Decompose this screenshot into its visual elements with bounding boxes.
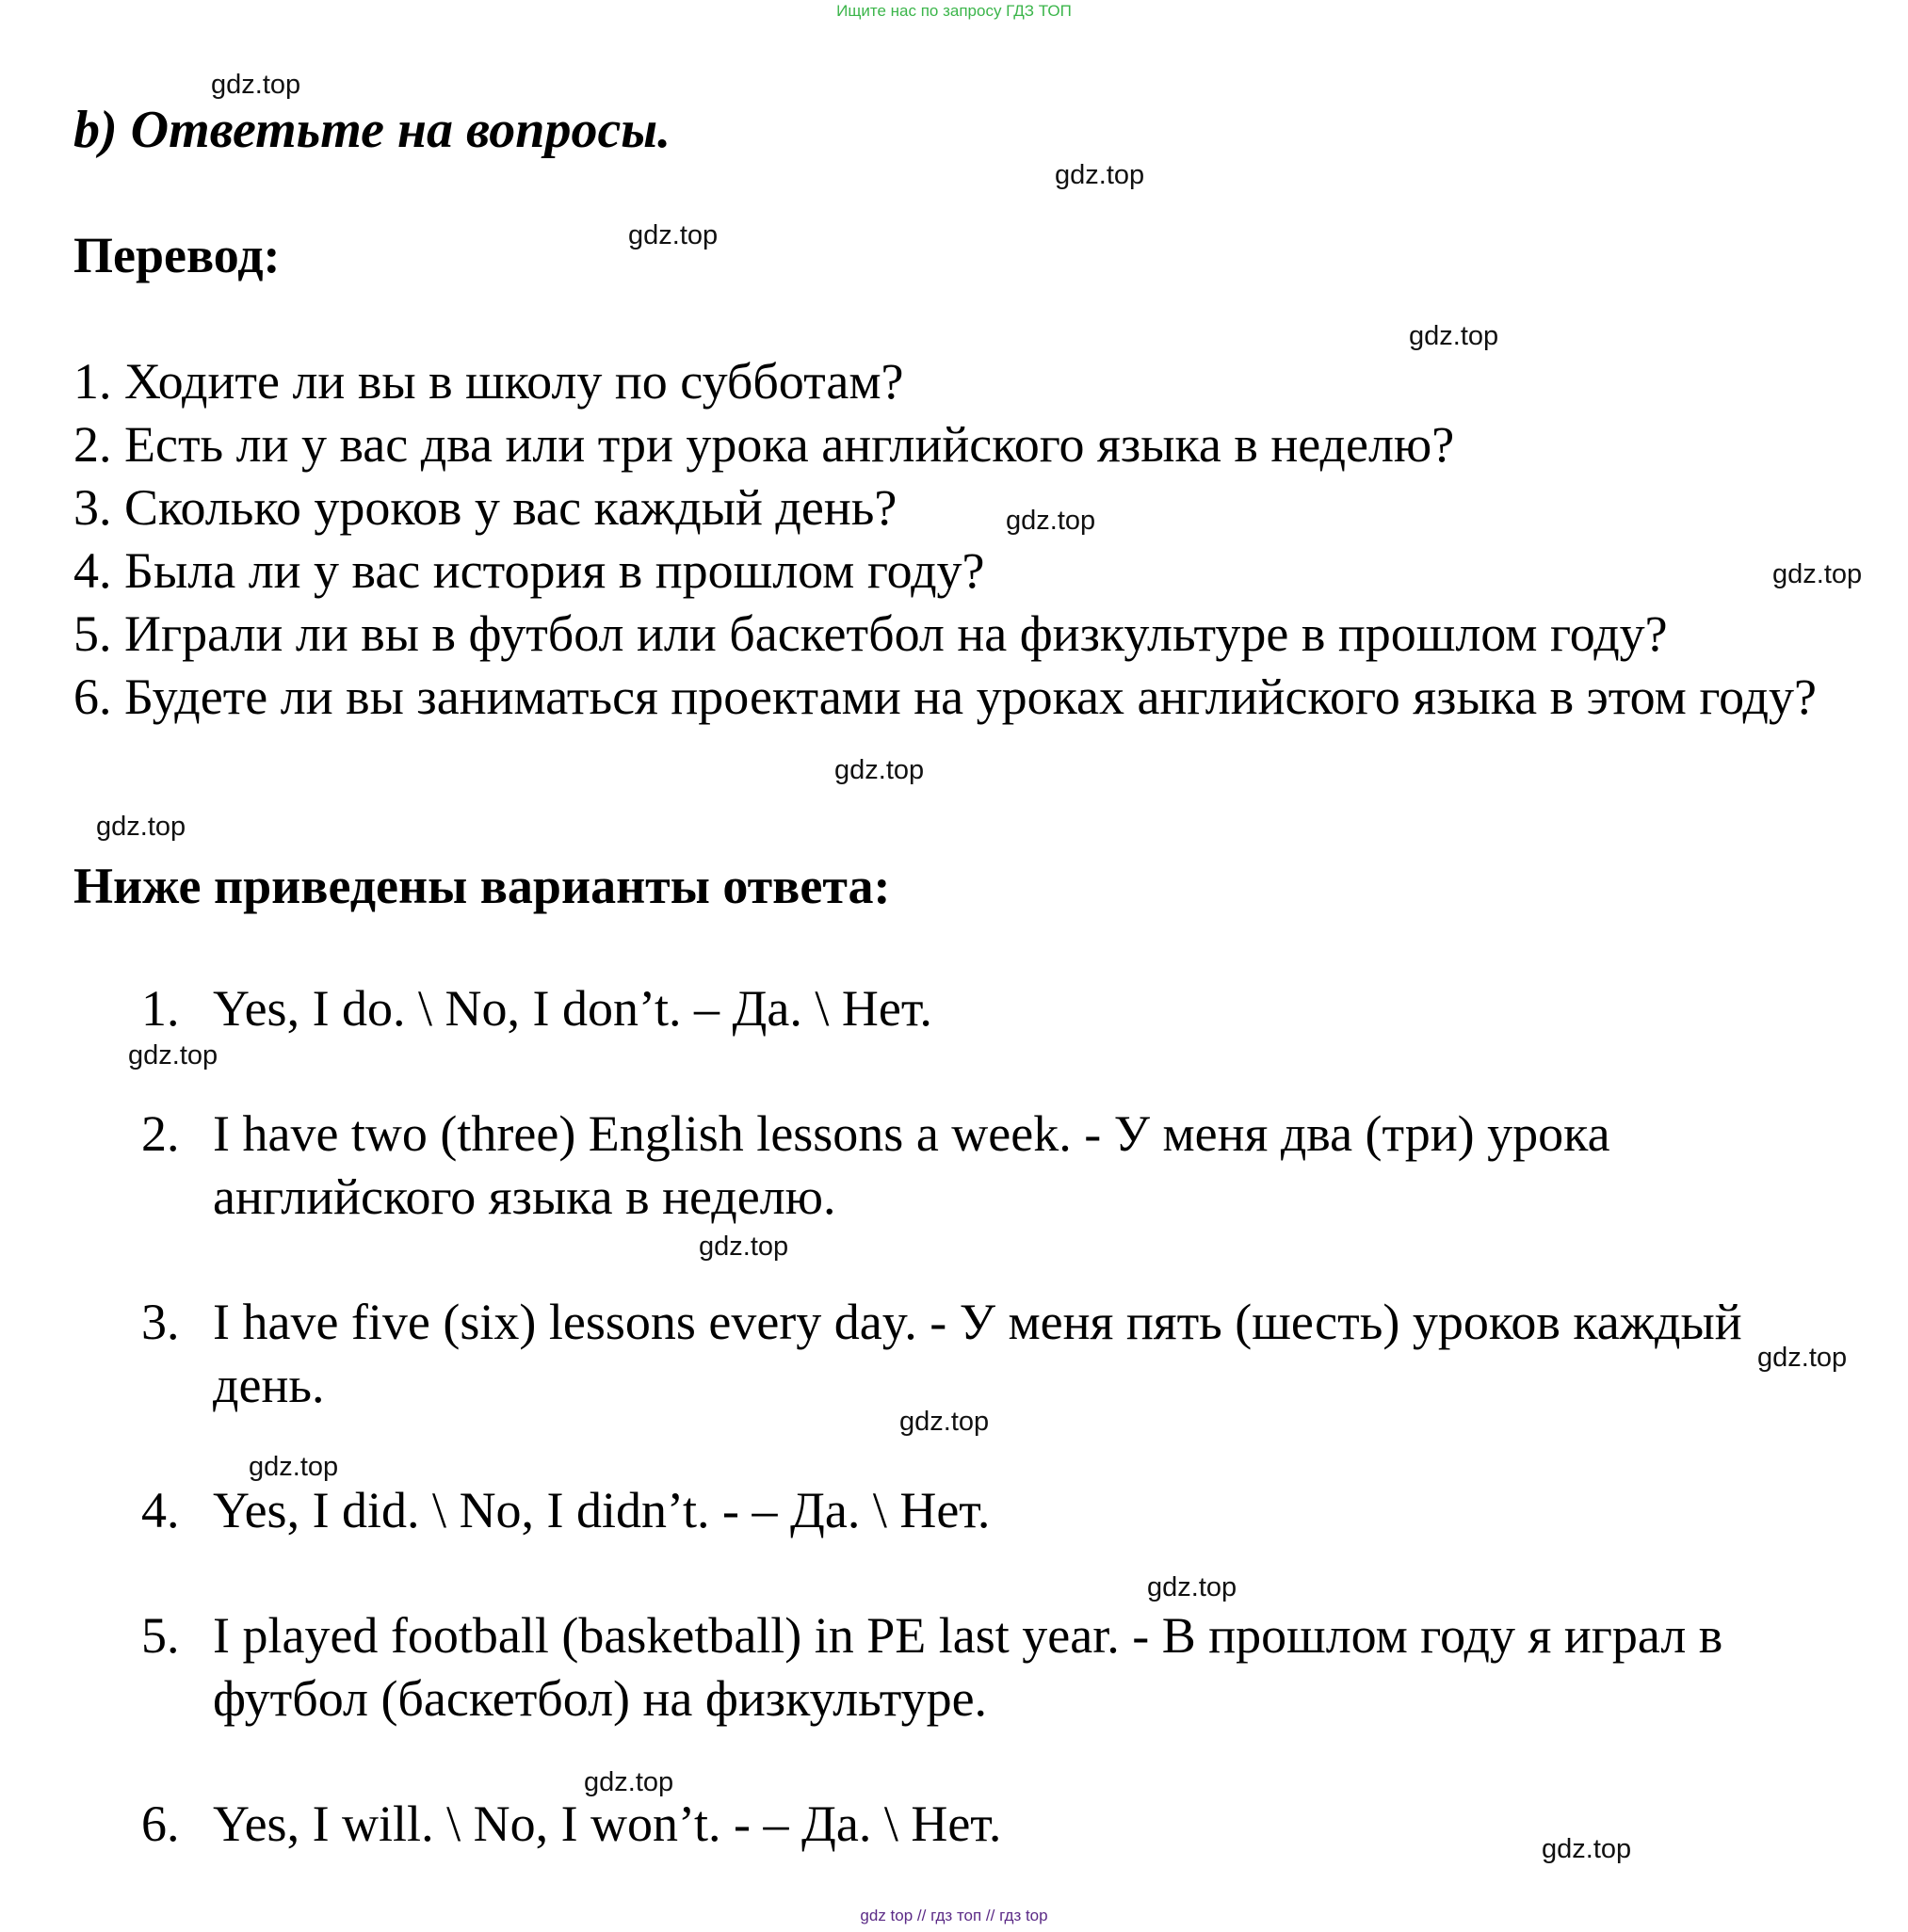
answer-item: [73, 1479, 1814, 1542]
watermark: gdz.top: [834, 755, 925, 785]
answer-item: [73, 1103, 1814, 1229]
answer-number: 1.: [141, 980, 180, 1037]
watermark: gdz.top: [1006, 506, 1096, 536]
answer-text: I have two (three) English lessons a week. - У меня два (три) урока английского языка в неделю.: [213, 1105, 1610, 1225]
answer-number: 6.: [141, 1795, 180, 1852]
task-title: b) Ответьте на вопросы.: [73, 101, 671, 159]
watermark: gdz.top: [699, 1232, 789, 1262]
answer-text: Yes, I do. \ No, I don’t. – Да. \ Нет.: [213, 980, 932, 1037]
answer-number: 3.: [141, 1294, 180, 1350]
footer-links[interactable]: gdz top // гдз топ // гдз top: [860, 1907, 1048, 1924]
watermark: gdz.top: [899, 1407, 990, 1437]
watermark: gdz.top: [96, 812, 186, 842]
answer-text: I played football (basketball) in PE last year. - В прошлом году я играл в футбол (баскетбол) на физкультуре.: [213, 1607, 1723, 1727]
answer-number: 5.: [141, 1607, 180, 1664]
question-item: 6. Будете ли вы заниматься проектами на уроках английского языка в этом году?: [73, 668, 1818, 725]
translation-heading: Перевод:: [73, 227, 281, 283]
watermark: gdz.top: [1542, 1834, 1632, 1864]
watermark: gdz.top: [628, 220, 719, 250]
question-item: 1. Ходите ли вы в школу по субботам?: [73, 353, 904, 410]
questions-list: [73, 350, 1863, 729]
watermark: gdz.top: [1055, 160, 1145, 190]
watermark: gdz.top: [1409, 321, 1499, 351]
top-banner[interactable]: Ищите нас по запросу ГДЗ ТОП: [836, 2, 1072, 20]
answer-item: [73, 1291, 1814, 1417]
answer-item: [73, 977, 1814, 1040]
watermark: gdz.top: [128, 1040, 218, 1071]
answer-number: 2.: [141, 1105, 180, 1162]
watermark: gdz.top: [1757, 1343, 1848, 1373]
answer-text: I have five (six) lessons every day. - У меня пять (шесть) уроков каждый день.: [213, 1294, 1742, 1413]
answer-text: Yes, I did. \ No, I didn’t. - – Да. \ Нет.: [213, 1482, 991, 1538]
watermark: gdz.top: [1147, 1572, 1237, 1602]
watermark: gdz.top: [584, 1767, 674, 1797]
question-item: 5. Играли ли вы в футбол или баскетбол на физкультуре в прошлом году?: [73, 605, 1668, 662]
question-item: 3. Сколько уроков у вас каждый день?: [73, 479, 897, 536]
answer-number: 4.: [141, 1482, 180, 1538]
answers-heading: Ниже приведены варианты ответа:: [73, 858, 891, 914]
question-item: 2. Есть ли у вас два или три урока английского языка в неделю?: [73, 416, 1455, 473]
watermark: gdz.top: [211, 70, 301, 100]
question-item: 4. Была ли у вас история в прошлом году?: [73, 542, 985, 599]
watermark: gdz.top: [1772, 559, 1863, 589]
watermark: gdz.top: [249, 1452, 339, 1482]
answer-text: Yes, I will. \ No, I won’t. - – Да. \ Нет.: [213, 1795, 1002, 1852]
answer-item: [73, 1604, 1814, 1731]
